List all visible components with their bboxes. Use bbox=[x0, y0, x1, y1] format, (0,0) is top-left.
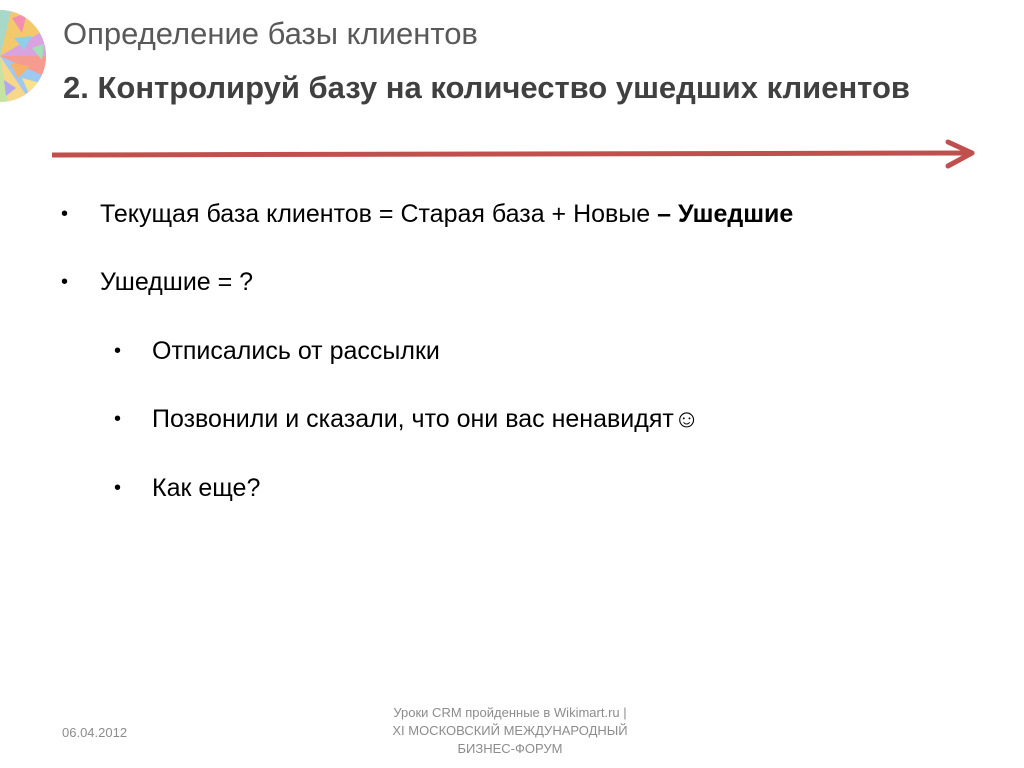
slide-subtitle: 2. Контролируй базу на количество ушедших клиентов bbox=[63, 70, 910, 105]
bullet-emphasis: – Ушедшие bbox=[657, 200, 794, 228]
sub-bullet-text: Позвонили и сказали, что они вас ненавидят☺ bbox=[152, 405, 700, 433]
slide-title: Определение базы клиентов bbox=[63, 16, 478, 51]
bullet-dot: • bbox=[61, 203, 69, 225]
bullet-dot: • bbox=[114, 477, 122, 499]
bullet-text: Ушедшие = ? bbox=[100, 268, 254, 296]
footer-caption bbox=[340, 704, 680, 758]
footer-line: БИЗНЕС-ФОРУМ bbox=[457, 741, 563, 756]
bullet-dot: • bbox=[114, 408, 122, 430]
mosaic-logo bbox=[0, 8, 48, 104]
bullet-dot: • bbox=[61, 271, 69, 293]
bullet-text: Текущая база клиентов = Старая база + Новые – Ушедшие bbox=[100, 200, 794, 228]
footer-line: XI МОСКОВСКИЙ МЕЖДУНАРОДНЫЙ bbox=[392, 723, 628, 738]
sub-bullet-text: Как еще? bbox=[152, 474, 261, 502]
footer-line: Уроки CRM пройденные в Wikimart.ru | bbox=[393, 705, 627, 720]
bullet-dot: • bbox=[114, 340, 122, 362]
arrow-divider bbox=[52, 138, 980, 172]
sub-bullet-text: Отписались от рассылки bbox=[152, 337, 440, 365]
footer-date: 06.04.2012 bbox=[62, 725, 128, 740]
